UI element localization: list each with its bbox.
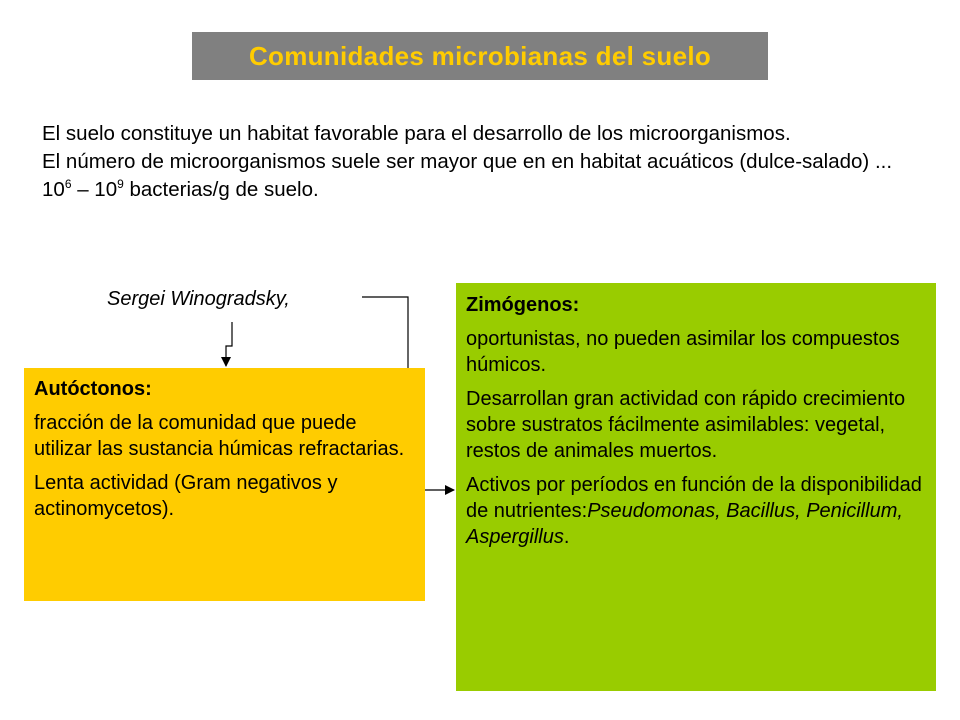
page-title: Comunidades microbianas del suelo [248,40,712,71]
autoctonos-box [24,368,425,601]
zimogenos-paragraph-1: oportunistas, no pueden asimilar los compuestos húmicos. [466,328,900,376]
intro-dash: – 10 [71,178,118,201]
exponent-9: 9 [117,177,124,192]
zimogenos-paragraph-2: Desarrollan gran actividad con rápido crecimiento sobre sustratos fácilmente asimilables: vegetal, restos de animales muertos. [466,388,906,462]
autoctonos-heading: Autóctonos: [34,378,152,400]
exponent-6: 6 [64,177,72,192]
intro-sentence-1: El suelo constituye un habitat favorable para el desarrollo de los microorganismos. [42,122,791,145]
autoctonos-paragraph-1: fracción de la comunidad que puede utilizar las sustancia húmicas refractarias. [34,412,405,460]
zimogenos-heading: Zimógenos: [466,294,580,316]
zimogenos-box [456,283,936,691]
zimogenos-paragraph-3 [466,472,926,550]
zimogenos-examples: Pseudomonas, Bacillus, Penicillum, Aspergillus [466,500,903,548]
zimogenos-paragraph-3-end: . [563,526,570,548]
intro-sentence-2-start: El número de microorganismos suele ser mayor que en en habitat acuáticos (dulce-salado) ... 10 [42,150,893,201]
author-label: Sergei Winogradsky, [107,288,290,310]
zimogenos-paragraph-3-start: Activos por períodos en función de la disponibilidad de nutrientes: [466,474,922,522]
autoctonos-paragraph-2: Lenta actividad (Gram negativos y actinomycetos). [34,472,338,520]
arrow-to-autoctonos [226,322,232,366]
intro-sentence-2-end: bacterias/g de suelo. [123,178,319,201]
